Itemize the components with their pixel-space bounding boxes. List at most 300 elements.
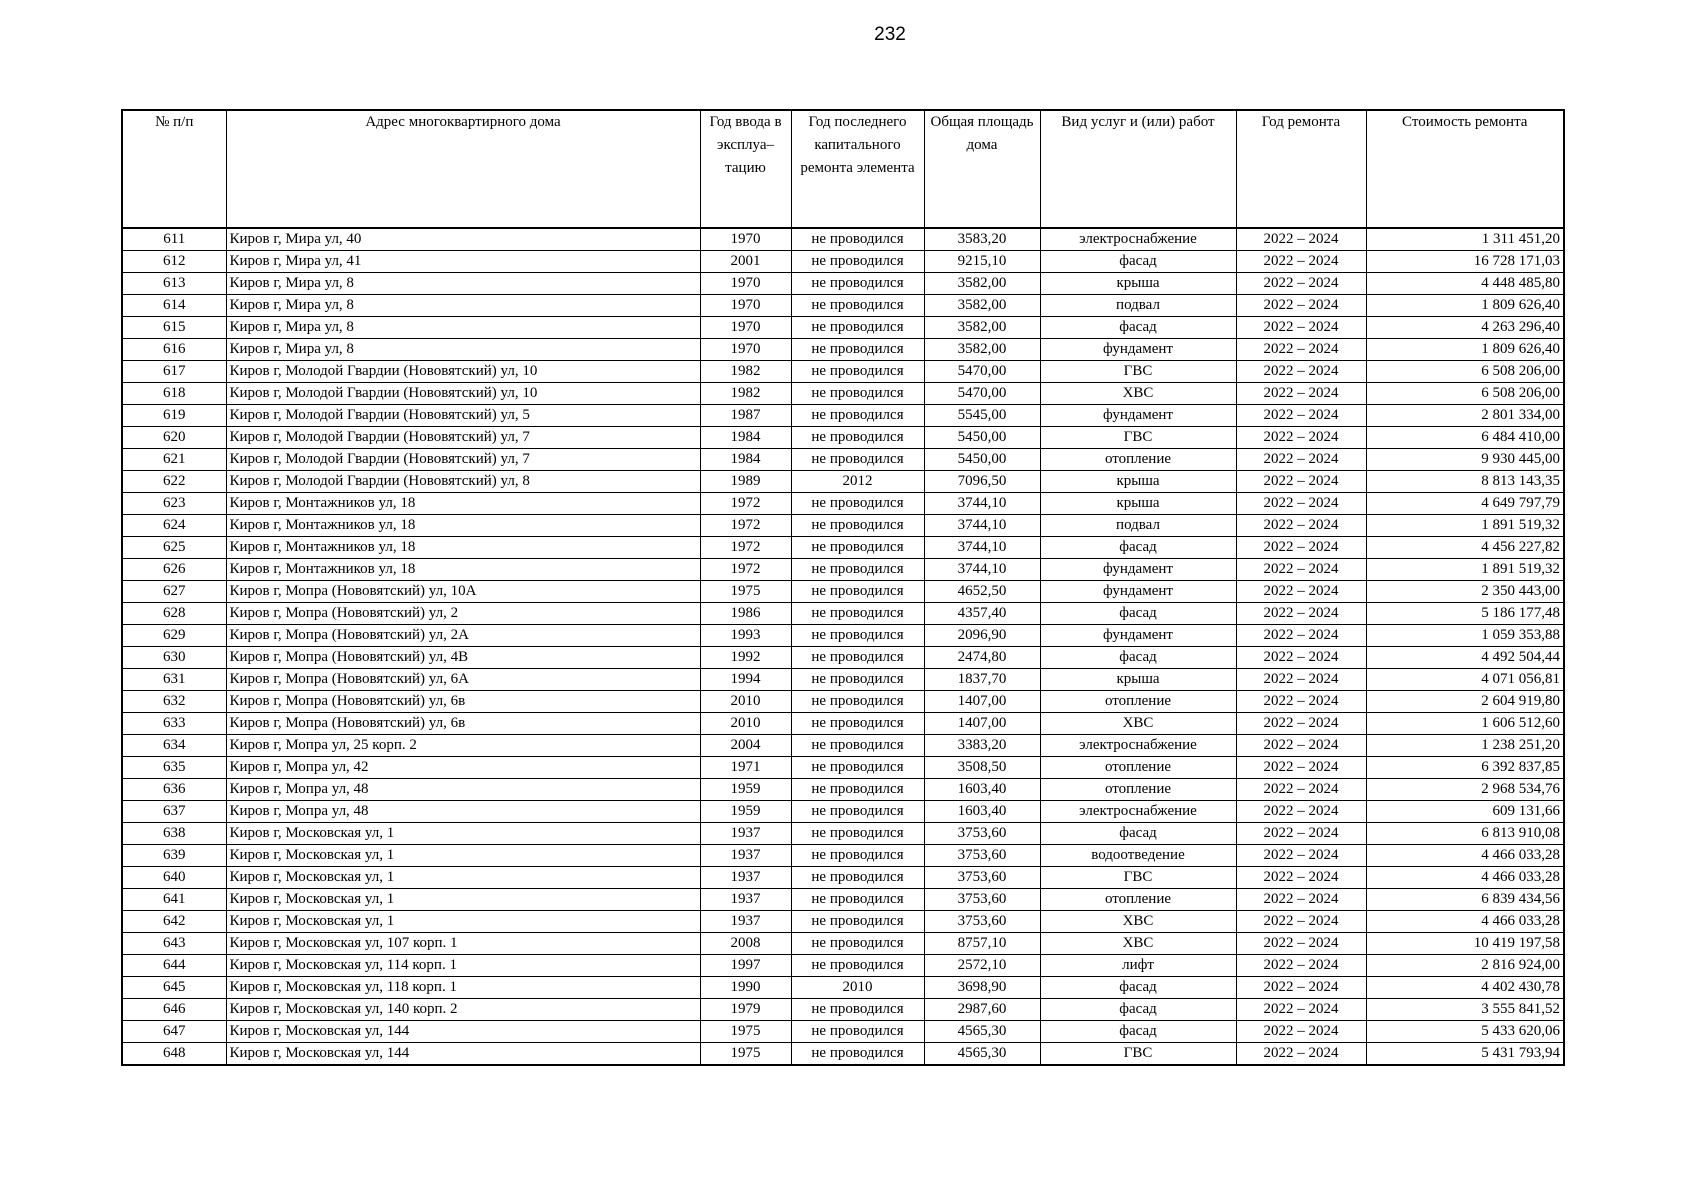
row-last-repair: не проводился <box>791 889 924 911</box>
row-total-area: 3583,20 <box>924 228 1040 251</box>
row-last-repair: не проводился <box>791 845 924 867</box>
row-year-commissioned: 1994 <box>700 669 791 691</box>
row-address: Киров г, Монтажников ул, 18 <box>226 537 700 559</box>
row-year-commissioned: 1986 <box>700 603 791 625</box>
row-last-repair: не проводился <box>791 273 924 295</box>
table-row <box>122 339 1564 361</box>
row-address: Киров г, Московская ул, 118 корп. 1 <box>226 977 700 999</box>
row-year-commissioned: 1937 <box>700 823 791 845</box>
row-year-commissioned: 1975 <box>700 581 791 603</box>
row-year-commissioned: 1970 <box>700 295 791 317</box>
row-address: Киров г, Монтажников ул, 18 <box>226 493 700 515</box>
row-service-type: фундамент <box>1040 559 1236 581</box>
row-num: 615 <box>122 317 226 339</box>
row-year-commissioned: 1992 <box>700 647 791 669</box>
row-repair-cost: 16 728 171,03 <box>1366 251 1564 273</box>
row-address: Киров г, Мопра (Нововятский) ул, 6А <box>226 669 700 691</box>
table-row <box>122 361 1564 383</box>
row-service-type: отопление <box>1040 449 1236 471</box>
row-address: Киров г, Московская ул, 114 корп. 1 <box>226 955 700 977</box>
row-repair-years: 2022 – 2024 <box>1236 559 1366 581</box>
row-repair-cost: 4 071 056,81 <box>1366 669 1564 691</box>
row-total-area: 3753,60 <box>924 845 1040 867</box>
table-row <box>122 537 1564 559</box>
row-total-area: 7096,50 <box>924 471 1040 493</box>
row-num: 635 <box>122 757 226 779</box>
row-service-type: отопление <box>1040 691 1236 713</box>
header-last-repair-year: Год последнего капитального ремонта элемента <box>791 110 924 228</box>
row-address: Киров г, Молодой Гвардии (Нововятский) ул, 7 <box>226 427 700 449</box>
row-address: Киров г, Московская ул, 1 <box>226 867 700 889</box>
header-repair-cost: Стоимость ремонта <box>1366 110 1564 228</box>
row-year-commissioned: 1975 <box>700 1043 791 1066</box>
row-num: 633 <box>122 713 226 735</box>
row-service-type: фундамент <box>1040 405 1236 427</box>
row-last-repair: не проводился <box>791 669 924 691</box>
table-row <box>122 295 1564 317</box>
row-repair-cost: 4 456 227,82 <box>1366 537 1564 559</box>
row-service-type: ГВС <box>1040 867 1236 889</box>
row-address: Киров г, Московская ул, 144 <box>226 1043 700 1066</box>
row-num: 611 <box>122 228 226 251</box>
row-service-type: водоотведение <box>1040 845 1236 867</box>
row-last-repair: не проводился <box>791 361 924 383</box>
row-num: 616 <box>122 339 226 361</box>
row-last-repair: не проводился <box>791 449 924 471</box>
row-num: 647 <box>122 1021 226 1043</box>
table-row <box>122 603 1564 625</box>
row-last-repair: не проводился <box>791 691 924 713</box>
row-service-type: крыша <box>1040 273 1236 295</box>
row-year-commissioned: 1979 <box>700 999 791 1021</box>
row-num: 641 <box>122 889 226 911</box>
row-service-type: крыша <box>1040 669 1236 691</box>
row-repair-years: 2022 – 2024 <box>1236 603 1366 625</box>
repair-table <box>121 109 1565 1066</box>
row-address: Киров г, Молодой Гвардии (Нововятский) ул, 10 <box>226 383 700 405</box>
row-repair-years: 2022 – 2024 <box>1236 823 1366 845</box>
row-total-area: 3744,10 <box>924 493 1040 515</box>
row-address: Киров г, Мира ул, 8 <box>226 317 700 339</box>
row-total-area: 2572,10 <box>924 955 1040 977</box>
row-service-type: фундамент <box>1040 339 1236 361</box>
row-address: Киров г, Мопра (Нововятский) ул, 6в <box>226 691 700 713</box>
header-total-area: Общая площадь дома <box>924 110 1040 228</box>
row-num: 628 <box>122 603 226 625</box>
row-service-type: фасад <box>1040 647 1236 669</box>
row-total-area: 3582,00 <box>924 317 1040 339</box>
row-repair-cost: 4 402 430,78 <box>1366 977 1564 999</box>
row-year-commissioned: 1972 <box>700 515 791 537</box>
row-repair-years: 2022 – 2024 <box>1236 515 1366 537</box>
header-year-commissioned: Год ввода в эксплуа–тацию <box>700 110 791 228</box>
row-repair-years: 2022 – 2024 <box>1236 911 1366 933</box>
row-repair-years: 2022 – 2024 <box>1236 757 1366 779</box>
row-repair-cost: 10 419 197,58 <box>1366 933 1564 955</box>
row-service-type: фасад <box>1040 537 1236 559</box>
table-row <box>122 228 1564 251</box>
table-row <box>122 405 1564 427</box>
row-num: 636 <box>122 779 226 801</box>
row-repair-cost: 5 186 177,48 <box>1366 603 1564 625</box>
row-last-repair: не проводился <box>791 625 924 647</box>
row-repair-years: 2022 – 2024 <box>1236 493 1366 515</box>
table-row <box>122 647 1564 669</box>
row-repair-cost: 6 839 434,56 <box>1366 889 1564 911</box>
row-last-repair: не проводился <box>791 493 924 515</box>
page-number: 232 <box>874 24 906 45</box>
row-last-repair: не проводился <box>791 559 924 581</box>
row-num: 642 <box>122 911 226 933</box>
row-repair-years: 2022 – 2024 <box>1236 889 1366 911</box>
table-row <box>122 779 1564 801</box>
row-address: Киров г, Монтажников ул, 18 <box>226 515 700 537</box>
row-last-repair: не проводился <box>791 735 924 757</box>
row-total-area: 3383,20 <box>924 735 1040 757</box>
row-total-area: 1603,40 <box>924 779 1040 801</box>
row-total-area: 2096,90 <box>924 625 1040 647</box>
row-address: Киров г, Московская ул, 1 <box>226 889 700 911</box>
row-address: Киров г, Молодой Гвардии (Нововятский) ул, 7 <box>226 449 700 471</box>
row-repair-years: 2022 – 2024 <box>1236 933 1366 955</box>
row-repair-years: 2022 – 2024 <box>1236 471 1366 493</box>
header-repair-years: Год ремонта <box>1236 110 1366 228</box>
table-row <box>122 999 1564 1021</box>
row-repair-years: 2022 – 2024 <box>1236 427 1366 449</box>
row-repair-years: 2022 – 2024 <box>1236 999 1366 1021</box>
row-service-type: крыша <box>1040 493 1236 515</box>
row-repair-years: 2022 – 2024 <box>1236 251 1366 273</box>
row-num: 637 <box>122 801 226 823</box>
row-repair-cost: 1 059 353,88 <box>1366 625 1564 647</box>
row-repair-years: 2022 – 2024 <box>1236 647 1366 669</box>
row-total-area: 3508,50 <box>924 757 1040 779</box>
table-body <box>122 228 1564 1065</box>
row-year-commissioned: 2004 <box>700 735 791 757</box>
row-service-type: фасад <box>1040 977 1236 999</box>
row-num: 634 <box>122 735 226 757</box>
row-repair-years: 2022 – 2024 <box>1236 339 1366 361</box>
row-repair-years: 2022 – 2024 <box>1236 1043 1366 1066</box>
row-total-area: 3744,10 <box>924 537 1040 559</box>
table-row <box>122 669 1564 691</box>
row-address: Киров г, Молодой Гвардии (Нововятский) ул, 10 <box>226 361 700 383</box>
row-repair-years: 2022 – 2024 <box>1236 713 1366 735</box>
row-year-commissioned: 2010 <box>700 713 791 735</box>
row-total-area: 5450,00 <box>924 427 1040 449</box>
row-repair-cost: 2 604 919,80 <box>1366 691 1564 713</box>
row-service-type: фасад <box>1040 603 1236 625</box>
row-repair-years: 2022 – 2024 <box>1236 669 1366 691</box>
row-num: 619 <box>122 405 226 427</box>
table-row <box>122 273 1564 295</box>
row-num: 645 <box>122 977 226 999</box>
row-last-repair: не проводился <box>791 933 924 955</box>
row-total-area: 2987,60 <box>924 999 1040 1021</box>
row-address: Киров г, Мопра (Нововятский) ул, 10А <box>226 581 700 603</box>
table-row <box>122 911 1564 933</box>
table-row <box>122 427 1564 449</box>
row-repair-years: 2022 – 2024 <box>1236 779 1366 801</box>
row-num: 614 <box>122 295 226 317</box>
row-address: Киров г, Мопра ул, 48 <box>226 779 700 801</box>
row-total-area: 1407,00 <box>924 713 1040 735</box>
row-total-area: 5470,00 <box>924 383 1040 405</box>
row-repair-cost: 4 649 797,79 <box>1366 493 1564 515</box>
row-service-type: отопление <box>1040 779 1236 801</box>
row-service-type: отопление <box>1040 757 1236 779</box>
row-service-type: электроснабжение <box>1040 735 1236 757</box>
row-repair-years: 2022 – 2024 <box>1236 801 1366 823</box>
header-address: Адрес многоквартирного дома <box>226 110 700 228</box>
row-address: Киров г, Мира ул, 8 <box>226 339 700 361</box>
row-num: 622 <box>122 471 226 493</box>
row-repair-cost: 5 431 793,94 <box>1366 1043 1564 1066</box>
row-total-area: 3753,60 <box>924 911 1040 933</box>
table-row <box>122 801 1564 823</box>
row-service-type: фасад <box>1040 999 1236 1021</box>
row-address: Киров г, Мира ул, 8 <box>226 295 700 317</box>
row-repair-cost: 8 813 143,35 <box>1366 471 1564 493</box>
table-row <box>122 955 1564 977</box>
row-repair-cost: 9 930 445,00 <box>1366 449 1564 471</box>
row-address: Киров г, Молодой Гвардии (Нововятский) ул, 5 <box>226 405 700 427</box>
row-total-area: 8757,10 <box>924 933 1040 955</box>
row-total-area: 5470,00 <box>924 361 1040 383</box>
table-row <box>122 493 1564 515</box>
row-total-area: 9215,10 <box>924 251 1040 273</box>
row-address: Киров г, Московская ул, 144 <box>226 1021 700 1043</box>
row-year-commissioned: 1972 <box>700 537 791 559</box>
row-address: Киров г, Мопра (Нововятский) ул, 2А <box>226 625 700 647</box>
row-last-repair: не проводился <box>791 955 924 977</box>
row-address: Киров г, Мопра ул, 48 <box>226 801 700 823</box>
row-last-repair: не проводился <box>791 537 924 559</box>
row-year-commissioned: 1984 <box>700 427 791 449</box>
row-num: 613 <box>122 273 226 295</box>
row-year-commissioned: 1970 <box>700 228 791 251</box>
row-year-commissioned: 1990 <box>700 977 791 999</box>
header-num: № п/п <box>122 110 226 228</box>
row-last-repair: 2012 <box>791 471 924 493</box>
row-repair-years: 2022 – 2024 <box>1236 735 1366 757</box>
row-year-commissioned: 1975 <box>700 1021 791 1043</box>
row-total-area: 3582,00 <box>924 273 1040 295</box>
table-row <box>122 691 1564 713</box>
row-repair-cost: 1 238 251,20 <box>1366 735 1564 757</box>
row-last-repair: 2010 <box>791 977 924 999</box>
row-repair-cost: 2 816 924,00 <box>1366 955 1564 977</box>
table-row <box>122 251 1564 273</box>
row-repair-years: 2022 – 2024 <box>1236 625 1366 647</box>
row-repair-cost: 1 606 512,60 <box>1366 713 1564 735</box>
row-service-type: электроснабжение <box>1040 801 1236 823</box>
row-num: 648 <box>122 1043 226 1066</box>
row-year-commissioned: 2001 <box>700 251 791 273</box>
row-num: 644 <box>122 955 226 977</box>
row-repair-years: 2022 – 2024 <box>1236 845 1366 867</box>
row-address: Киров г, Московская ул, 107 корп. 1 <box>226 933 700 955</box>
row-year-commissioned: 1937 <box>700 867 791 889</box>
row-num: 612 <box>122 251 226 273</box>
row-address: Киров г, Мира ул, 41 <box>226 251 700 273</box>
row-total-area: 3744,10 <box>924 515 1040 537</box>
row-service-type: лифт <box>1040 955 1236 977</box>
row-year-commissioned: 1971 <box>700 757 791 779</box>
row-last-repair: не проводился <box>791 1043 924 1066</box>
row-last-repair: не проводился <box>791 757 924 779</box>
row-service-type: ХВС <box>1040 383 1236 405</box>
row-address: Киров г, Московская ул, 1 <box>226 911 700 933</box>
row-repair-years: 2022 – 2024 <box>1236 955 1366 977</box>
row-repair-cost: 4 466 033,28 <box>1366 845 1564 867</box>
table-row <box>122 889 1564 911</box>
row-repair-cost: 4 492 504,44 <box>1366 647 1564 669</box>
row-last-repair: не проводился <box>791 801 924 823</box>
row-service-type: крыша <box>1040 471 1236 493</box>
row-year-commissioned: 1970 <box>700 273 791 295</box>
row-year-commissioned: 1937 <box>700 845 791 867</box>
row-year-commissioned: 1984 <box>700 449 791 471</box>
row-service-type: подвал <box>1040 295 1236 317</box>
row-service-type: ХВС <box>1040 911 1236 933</box>
row-last-repair: не проводился <box>791 867 924 889</box>
row-repair-cost: 3 555 841,52 <box>1366 999 1564 1021</box>
row-last-repair: не проводился <box>791 1021 924 1043</box>
row-num: 627 <box>122 581 226 603</box>
row-total-area: 3753,60 <box>924 889 1040 911</box>
row-num: 617 <box>122 361 226 383</box>
row-last-repair: не проводился <box>791 383 924 405</box>
table-row <box>122 449 1564 471</box>
row-last-repair: не проводился <box>791 647 924 669</box>
row-repair-years: 2022 – 2024 <box>1236 1021 1366 1043</box>
row-year-commissioned: 1982 <box>700 361 791 383</box>
row-repair-years: 2022 – 2024 <box>1236 691 1366 713</box>
row-num: 618 <box>122 383 226 405</box>
row-repair-cost: 1 809 626,40 <box>1366 295 1564 317</box>
row-repair-cost: 6 508 206,00 <box>1366 361 1564 383</box>
table-header-row <box>122 110 1564 228</box>
row-num: 621 <box>122 449 226 471</box>
row-repair-cost: 6 392 837,85 <box>1366 757 1564 779</box>
row-last-repair: не проводился <box>791 251 924 273</box>
table-row <box>122 933 1564 955</box>
row-total-area: 4565,30 <box>924 1021 1040 1043</box>
row-repair-years: 2022 – 2024 <box>1236 295 1366 317</box>
table-row <box>122 713 1564 735</box>
row-num: 638 <box>122 823 226 845</box>
row-service-type: ГВС <box>1040 427 1236 449</box>
row-num: 639 <box>122 845 226 867</box>
row-last-repair: не проводился <box>791 427 924 449</box>
row-repair-cost: 1 809 626,40 <box>1366 339 1564 361</box>
row-total-area: 1603,40 <box>924 801 1040 823</box>
row-year-commissioned: 1972 <box>700 493 791 515</box>
row-service-type: фасад <box>1040 1021 1236 1043</box>
row-year-commissioned: 1970 <box>700 339 791 361</box>
row-num: 626 <box>122 559 226 581</box>
row-address: Киров г, Мопра ул, 42 <box>226 757 700 779</box>
row-address: Киров г, Московская ул, 1 <box>226 823 700 845</box>
row-repair-years: 2022 – 2024 <box>1236 977 1366 999</box>
row-num: 620 <box>122 427 226 449</box>
row-address: Киров г, Мопра (Нововятский) ул, 2 <box>226 603 700 625</box>
row-repair-cost: 609 131,66 <box>1366 801 1564 823</box>
row-service-type: фундамент <box>1040 625 1236 647</box>
row-total-area: 3744,10 <box>924 559 1040 581</box>
row-total-area: 5450,00 <box>924 449 1040 471</box>
table-row <box>122 757 1564 779</box>
table-row <box>122 383 1564 405</box>
table-row <box>122 581 1564 603</box>
row-repair-years: 2022 – 2024 <box>1236 383 1366 405</box>
row-year-commissioned: 1972 <box>700 559 791 581</box>
row-last-repair: не проводился <box>791 779 924 801</box>
table-row <box>122 317 1564 339</box>
row-repair-cost: 4 263 296,40 <box>1366 317 1564 339</box>
row-service-type: подвал <box>1040 515 1236 537</box>
row-year-commissioned: 2010 <box>700 691 791 713</box>
row-address: Киров г, Мира ул, 40 <box>226 228 700 251</box>
row-total-area: 4652,50 <box>924 581 1040 603</box>
row-repair-years: 2022 – 2024 <box>1236 317 1366 339</box>
row-repair-cost: 1 311 451,20 <box>1366 228 1564 251</box>
row-last-repair: не проводился <box>791 317 924 339</box>
row-repair-years: 2022 – 2024 <box>1236 228 1366 251</box>
row-repair-years: 2022 – 2024 <box>1236 449 1366 471</box>
row-year-commissioned: 1970 <box>700 317 791 339</box>
row-total-area: 3582,00 <box>924 339 1040 361</box>
row-last-repair: не проводился <box>791 295 924 317</box>
row-repair-years: 2022 – 2024 <box>1236 581 1366 603</box>
row-year-commissioned: 2008 <box>700 933 791 955</box>
row-total-area: 3698,90 <box>924 977 1040 999</box>
row-repair-cost: 5 433 620,06 <box>1366 1021 1564 1043</box>
row-year-commissioned: 1987 <box>700 405 791 427</box>
row-num: 632 <box>122 691 226 713</box>
row-last-repair: не проводился <box>791 228 924 251</box>
header-service-type: Вид услуг и (или) работ <box>1040 110 1236 228</box>
row-last-repair: не проводился <box>791 339 924 361</box>
row-last-repair: не проводился <box>791 581 924 603</box>
table-row <box>122 471 1564 493</box>
row-service-type: фундамент <box>1040 581 1236 603</box>
row-num: 646 <box>122 999 226 1021</box>
row-address: Киров г, Молодой Гвардии (Нововятский) ул, 8 <box>226 471 700 493</box>
row-repair-cost: 6 813 910,08 <box>1366 823 1564 845</box>
row-repair-cost: 2 968 534,76 <box>1366 779 1564 801</box>
table-row <box>122 845 1564 867</box>
row-repair-cost: 1 891 519,32 <box>1366 515 1564 537</box>
row-num: 629 <box>122 625 226 647</box>
row-year-commissioned: 1989 <box>700 471 791 493</box>
row-service-type: ХВС <box>1040 713 1236 735</box>
row-num: 625 <box>122 537 226 559</box>
row-num: 630 <box>122 647 226 669</box>
row-repair-cost: 4 466 033,28 <box>1366 911 1564 933</box>
row-repair-years: 2022 – 2024 <box>1236 405 1366 427</box>
table-row <box>122 977 1564 999</box>
row-total-area: 4565,30 <box>924 1043 1040 1066</box>
row-last-repair: не проводился <box>791 911 924 933</box>
row-repair-cost: 1 891 519,32 <box>1366 559 1564 581</box>
row-last-repair: не проводился <box>791 999 924 1021</box>
row-num: 623 <box>122 493 226 515</box>
row-year-commissioned: 1959 <box>700 801 791 823</box>
table-row <box>122 867 1564 889</box>
row-service-type: фасад <box>1040 251 1236 273</box>
